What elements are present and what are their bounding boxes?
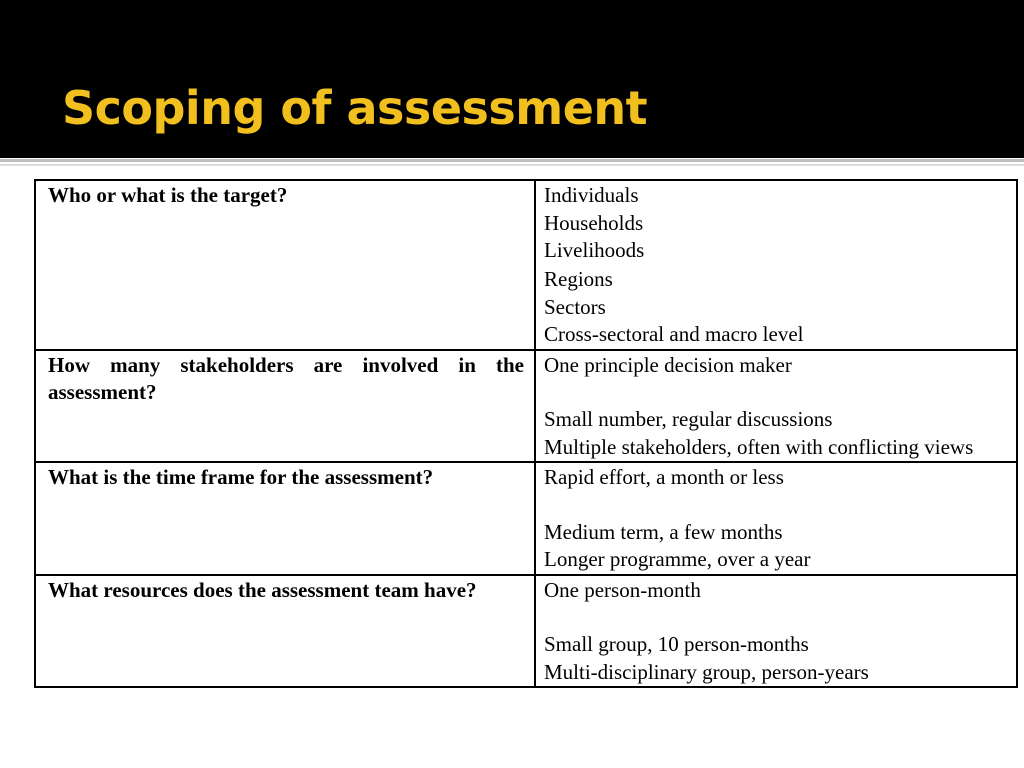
answer-cell bbox=[535, 462, 1017, 575]
answer-item: Cross-sectoral and macro level bbox=[544, 322, 804, 346]
title-divider-secondary bbox=[0, 164, 1024, 166]
question-cell: What resources does the assessment team have? bbox=[35, 575, 535, 688]
question-cell: What is the time frame for the assessment? bbox=[35, 462, 535, 575]
answer-item: Households bbox=[544, 210, 644, 235]
answer-item: One principle decision maker bbox=[544, 352, 792, 377]
answer-item: Small group, 10 person-months bbox=[544, 632, 809, 656]
answer-item: Livelihoods bbox=[544, 238, 645, 262]
title-divider bbox=[0, 159, 1024, 162]
table-row-resources bbox=[35, 575, 1017, 688]
scoping-table bbox=[34, 179, 1018, 688]
answer-item: Individuals bbox=[544, 183, 639, 207]
table-row-time-frame bbox=[35, 462, 1017, 575]
question-cell: Who or what is the target? bbox=[35, 180, 535, 350]
answer-item: One person-month bbox=[544, 577, 701, 602]
slide-title: Scoping of assessment bbox=[62, 81, 648, 135]
answer-cell bbox=[535, 575, 1017, 688]
answer-item: Regions bbox=[544, 266, 613, 291]
answer-item: Rapid effort, a month or less bbox=[544, 465, 784, 489]
answer-item: Sectors bbox=[544, 294, 606, 319]
answer-cell bbox=[535, 180, 1017, 350]
title-bar bbox=[0, 0, 1024, 158]
answer-item: Multi-disciplinary group, person-years bbox=[544, 659, 869, 684]
question-cell: How many stakeholders are involved in the assessment? bbox=[35, 350, 535, 463]
answer-item: Multiple stakeholders, often with conflicting views bbox=[544, 434, 974, 459]
answer-item: Medium term, a few months bbox=[544, 519, 783, 544]
answer-cell bbox=[535, 350, 1017, 463]
answer-item: Small number, regular discussions bbox=[544, 407, 833, 431]
answer-item: Longer programme, over a year bbox=[544, 547, 811, 571]
table-row-target bbox=[35, 180, 1017, 350]
table-row-stakeholders bbox=[35, 350, 1017, 463]
